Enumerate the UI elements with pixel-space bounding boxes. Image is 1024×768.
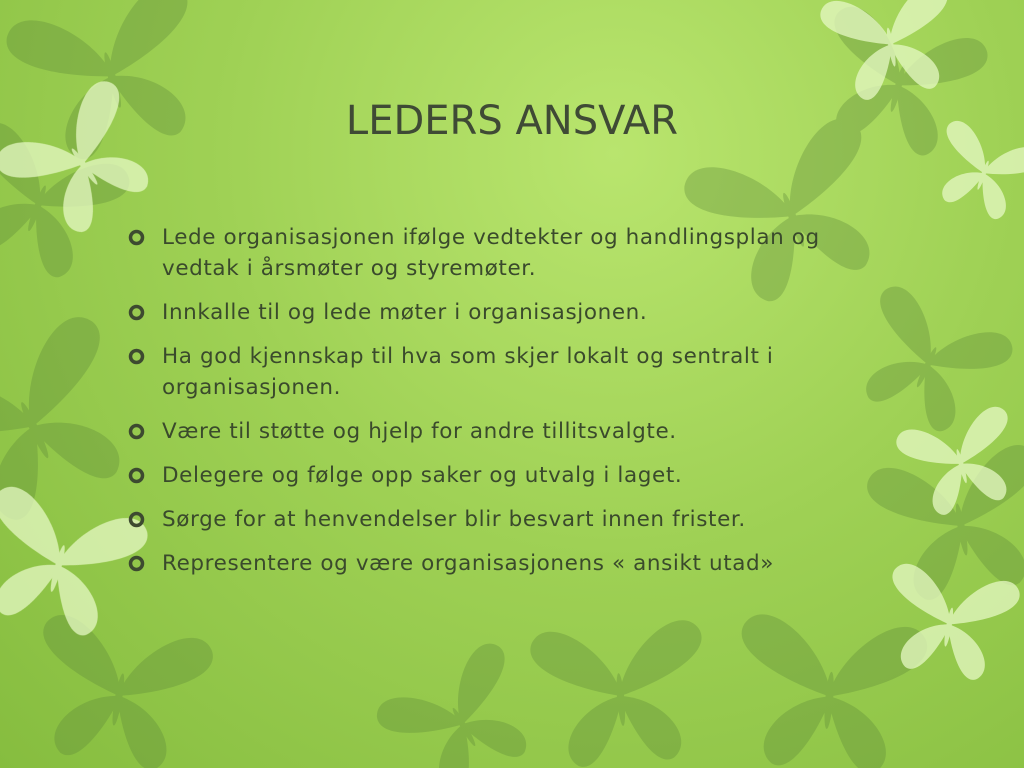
list-item xyxy=(128,504,898,535)
bullet-list xyxy=(128,222,898,592)
list-item xyxy=(128,548,898,579)
list-item xyxy=(128,416,898,447)
butterfly-icon xyxy=(23,612,216,768)
bullet-text: Sørge for at henvendelser blir besvart innen frister. xyxy=(162,507,746,532)
list-item xyxy=(128,460,898,491)
bullet-text: Innkalle til og lede møter i organisasjonen. xyxy=(162,300,648,325)
butterfly-icon xyxy=(730,613,928,768)
list-item xyxy=(128,341,898,403)
ring-bullet-icon xyxy=(128,348,145,365)
ring-bullet-icon xyxy=(128,304,145,321)
ring-bullet-icon xyxy=(128,555,145,572)
list-item xyxy=(128,297,898,328)
ring-bullet-icon xyxy=(128,467,145,484)
ring-bullet-icon xyxy=(128,229,145,246)
bullet-text: Lede organisasjonen ifølge vedtekter og handlingsplan og vedtak i årsmøter og styremøter. xyxy=(162,225,820,281)
bullet-text: Delegere og følge opp saker og utvalg i laget. xyxy=(162,463,683,488)
bullet-text: Representere og være organisasjonens « ansikt utad» xyxy=(162,551,775,576)
butterfly-icon xyxy=(371,638,552,768)
bullet-text: Være til støtte og hjelp for andre tillitsvalgte. xyxy=(162,419,677,444)
bullet-text: Ha god kjennskap til hva som skjer lokalt og sentralt i organisasjonen. xyxy=(162,344,774,400)
butterfly-icon xyxy=(529,619,712,768)
ring-bullet-icon xyxy=(128,511,145,528)
list-item xyxy=(128,222,898,284)
slide-title: LEDERS ANSVAR xyxy=(345,98,679,144)
ring-bullet-icon xyxy=(128,423,145,440)
